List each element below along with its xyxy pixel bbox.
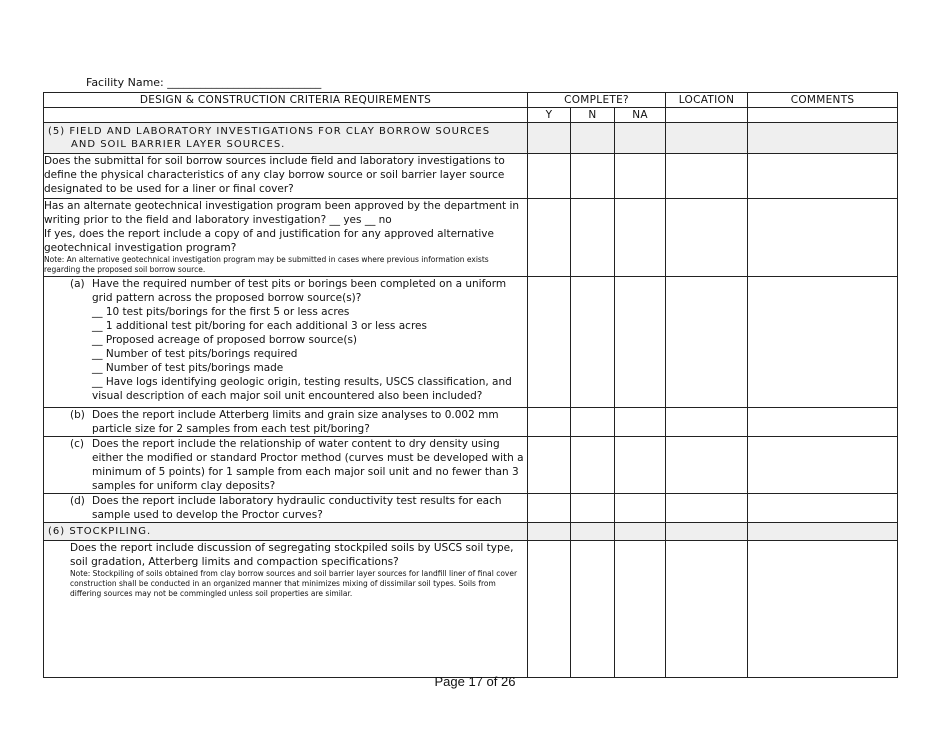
comments-cell[interactable]: [748, 277, 898, 408]
check-n[interactable]: [571, 408, 615, 437]
check-n[interactable]: [571, 523, 615, 541]
question-row: [44, 154, 898, 199]
question-text: If yes, does the report include a copy of and justification for any approved alternative geotechnical investigation program?: [44, 228, 494, 254]
location-cell[interactable]: [666, 523, 748, 541]
question-row: [44, 437, 898, 494]
location-cell[interactable]: [666, 494, 748, 523]
check-n[interactable]: [571, 154, 615, 199]
comments-cell[interactable]: [748, 523, 898, 541]
header-location: LOCATION: [666, 93, 748, 108]
location-cell[interactable]: [666, 199, 748, 277]
question-row: [44, 494, 898, 523]
section-5-title-cont: AND SOIL BARRIER LAYER SOURCES.: [71, 139, 286, 150]
check-y[interactable]: [528, 408, 571, 437]
check-n[interactable]: [571, 123, 615, 154]
check-y[interactable]: [528, 199, 571, 277]
check-na[interactable]: [615, 123, 666, 154]
question-text: Does the report include the relationship of water content to dry density using either the modified or standard Proctor method (curves must be developed with a minimum of 5 points) for 1 sample from each major soil unit and no fewer than 3 samples for uniform clay deposits?: [92, 438, 524, 492]
check-na[interactable]: [615, 494, 666, 523]
check-na[interactable]: [615, 523, 666, 541]
question-text: Does the report include discussion of segregating stockpiled soils by USCS soil type, soil gradation, Atterberg limits and compaction specifications?: [70, 542, 514, 568]
location-cell[interactable]: [666, 123, 748, 154]
item-label: (c): [70, 438, 84, 450]
check-na[interactable]: [615, 437, 666, 494]
comments-cell[interactable]: [748, 199, 898, 277]
check-na[interactable]: [615, 199, 666, 277]
item-label: (d): [70, 495, 85, 507]
facility-name-label: Facility Name: ____________________________: [86, 76, 322, 89]
question-text: Has an alternate geotechnical investigation program been approved by the department in writing prior to the field and laboratory investigation? __ yes __ no: [44, 200, 520, 226]
check-na[interactable]: [615, 541, 666, 678]
question-text: Does the report include Atterberg limits and grain size analyses to 0.002 mm particle size for 2 samples from each test pit/boring?: [92, 409, 499, 435]
question-row: [44, 541, 898, 678]
question-text: Does the report include laboratory hydraulic conductivity test results for each sample used to develop the Proctor curves?: [92, 495, 502, 521]
location-cell[interactable]: [666, 154, 748, 199]
check-n[interactable]: [571, 541, 615, 678]
check-y[interactable]: [528, 123, 571, 154]
comments-cell[interactable]: [748, 154, 898, 199]
check-y[interactable]: [528, 541, 571, 678]
comments-cell[interactable]: [748, 123, 898, 154]
sub-item: __ Have logs identifying geologic origin, testing results, USCS classification, and visual description of each major soil unit encountered also been included?: [92, 376, 512, 402]
check-n[interactable]: [571, 277, 615, 408]
location-cell[interactable]: [666, 408, 748, 437]
check-y[interactable]: [528, 277, 571, 408]
location-cell[interactable]: [666, 437, 748, 494]
question-row: [44, 277, 898, 408]
item-label: (b): [70, 409, 85, 421]
location-cell[interactable]: [666, 277, 748, 408]
section-5-title: (5) FIELD AND LABORATORY INVESTIGATIONS FOR CLAY BORROW SOURCES: [48, 126, 491, 137]
header-n: N: [571, 108, 615, 123]
check-na[interactable]: [615, 277, 666, 408]
check-y[interactable]: [528, 154, 571, 199]
header-complete: COMPLETE?: [528, 93, 666, 108]
comments-cell[interactable]: [748, 541, 898, 678]
section-6-title: (6) STOCKPILING.: [44, 523, 528, 541]
note-text: Note: An alternative geotechnical investigation program may be submitted in cases where previous information exists regarding the proposed soil borrow source.: [44, 255, 489, 274]
header-row: [44, 93, 898, 108]
sub-item: __ Number of test pits/borings made: [92, 362, 284, 374]
check-na[interactable]: [615, 154, 666, 199]
criteria-table: [43, 92, 898, 678]
note-text: Note: Stockpiling of soils obtained from clay borrow sources and soil barrier layer sources for landfill liner of final cover construction shall be conducted in an organized manner that minimizes mixing of dissimilar soil types. Soils from differing sources may not be commingled unless soil properties are similar.: [70, 569, 518, 598]
item-label: (a): [70, 278, 85, 290]
check-na[interactable]: [615, 408, 666, 437]
section-6-row: [44, 523, 898, 541]
header-na: NA: [615, 108, 666, 123]
question-text: Does the submittal for soil borrow sources include field and laboratory investigations to define the physical characteristics of any clay borrow source or soil barrier layer source designated to be used for a liner or final cover?: [44, 154, 528, 199]
header-comments: COMMENTS: [748, 93, 898, 108]
comments-cell[interactable]: [748, 408, 898, 437]
check-y[interactable]: [528, 494, 571, 523]
sub-item: __ 1 additional test pit/boring for each additional 3 or less acres: [92, 320, 427, 332]
check-y[interactable]: [528, 437, 571, 494]
subheader-row: [44, 108, 898, 123]
check-n[interactable]: [571, 437, 615, 494]
question-row: [44, 408, 898, 437]
location-cell[interactable]: [666, 541, 748, 678]
check-n[interactable]: [571, 199, 615, 277]
question-row: [44, 199, 898, 277]
comments-cell[interactable]: [748, 437, 898, 494]
question-text: Have the required number of test pits or borings been completed on a uniform grid pattern across the proposed borrow source(s)?: [92, 278, 507, 304]
sub-item: __ Number of test pits/borings required: [92, 348, 298, 360]
section-5-row: [44, 123, 898, 154]
sub-item: __ 10 test pits/borings for the first 5 or less acres: [92, 306, 350, 318]
header-requirements: DESIGN & CONSTRUCTION CRITERIA REQUIREMENTS: [44, 93, 528, 108]
page-number: Page 17 of 26: [434, 674, 516, 689]
header-y: Y: [528, 108, 571, 123]
comments-cell[interactable]: [748, 494, 898, 523]
check-n[interactable]: [571, 494, 615, 523]
sub-item: __ Proposed acreage of proposed borrow source(s): [92, 334, 358, 346]
check-y[interactable]: [528, 523, 571, 541]
